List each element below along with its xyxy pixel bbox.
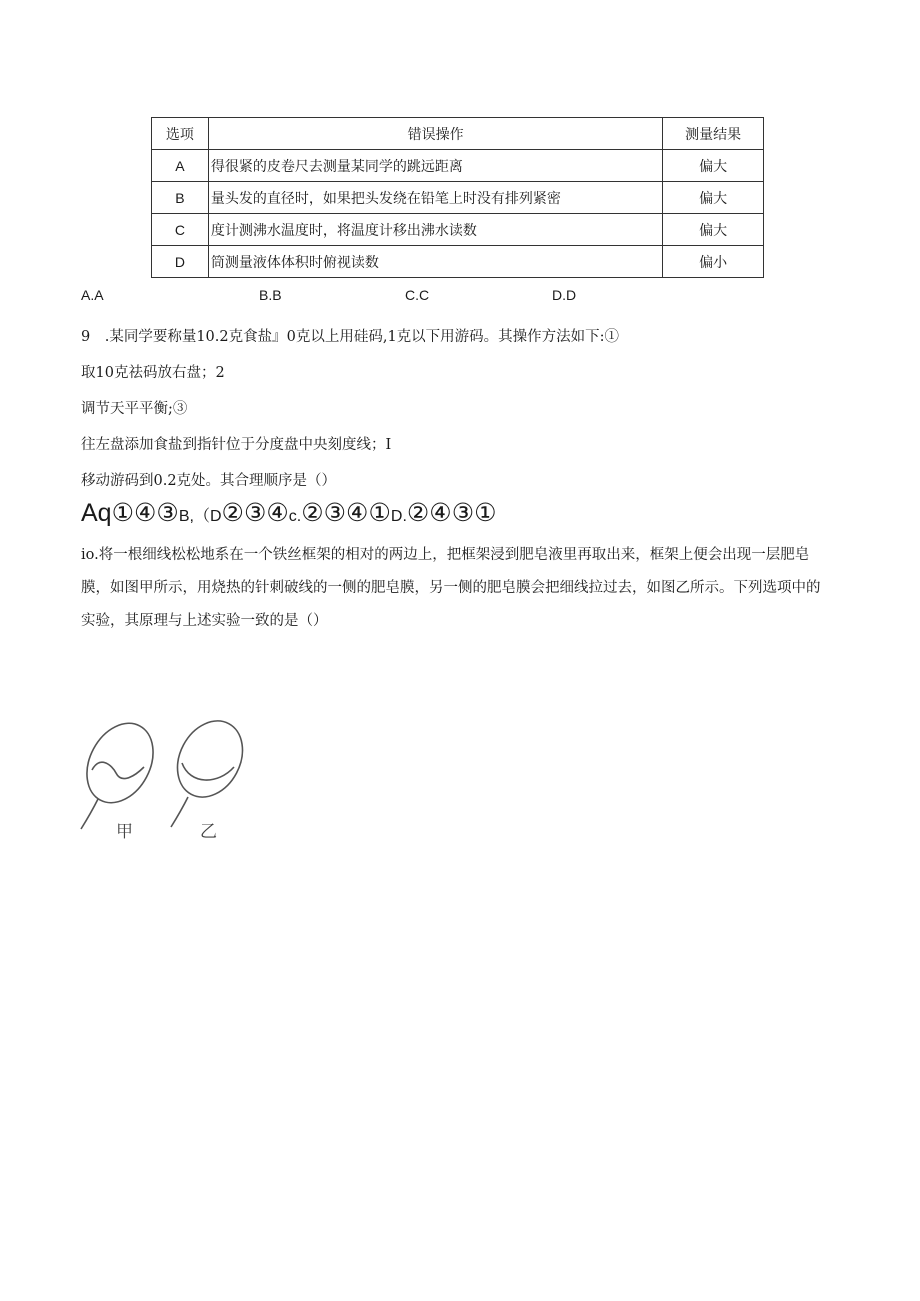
table-row [152,214,764,246]
row-operation: 量头发的直径时，如果把头发绕在铅笔上时没有排列紧密 [208,182,662,214]
row-operation: 得很紧的皮卷尺去测量某同学的跳远距离 [208,150,662,182]
soap-film-figure [78,715,248,845]
row-operation: 度计测沸水温度时，将温度计移出沸水读数 [208,214,662,246]
q9-choices [81,498,497,528]
header-operation: 错误操作 [208,118,662,150]
q8-choice-c[interactable]: C.C [405,287,430,303]
row-result: 偏大 [663,150,764,182]
label-yi: 乙 [200,822,217,842]
q8-choice-d[interactable]: D.D [552,287,577,303]
q9-choice-d[interactable]: ②④③① [406,499,497,527]
row-operation: 筒测量液体体积时俯视读数 [208,246,662,278]
q9-choice-c-prefix[interactable]: c. [288,508,302,525]
q9-choice-b[interactable]: ②③④ [221,499,289,527]
row-option: B [152,182,209,214]
row-option: D [152,246,209,278]
q9-choice-a-prefix[interactable]: Aq [81,499,112,527]
q8-choice-a[interactable]: A.A [81,287,104,303]
q9-choice-c[interactable]: ②③④① [301,499,391,527]
row-result: 偏大 [663,214,764,246]
table-row [152,182,764,214]
q9-line-5: 移动游码到0.2克处。其合理顺序是（） [81,473,337,489]
frame-yi [165,715,248,827]
q9-line-4: 往左盘添加食盐到指针位于分度盘中央刻度线；I [81,437,392,453]
q9-line-2: 取10克祛码放右盘；2 [81,365,225,381]
q9-choice-a[interactable]: ①④③ [111,499,179,527]
header-result: 测量结果 [663,118,764,150]
header-option: 选项 [152,118,209,150]
q9-choice-d-prefix[interactable]: D. [390,508,407,525]
frame-jia [78,715,166,829]
label-jia: 甲 [116,822,133,842]
table-header-row [152,118,764,150]
row-result: 偏大 [663,182,764,214]
q10-text: io.将一根细线松松地系在一个铁丝框架的相对的两边上，把框架浸到肥皂液里再取出来，框架上便会出现一层肥皂膜，如图甲所示，用烧热的针刺破线的一侧的肥皂膜，另一侧的肥皂膜会把细线拉过去，如图乙所示。下列选项中的实验，其原理与上述实验一致的是（） [81,547,821,629]
q9-line-1: 9 .某同学要称量10.2克食盐』0克以上用硅码,1克以下用游码。其操作方法如下:① [81,329,620,345]
q8-choice-b[interactable]: B.B [259,287,282,303]
q8-table [151,117,764,278]
q9-choice-b-prefix[interactable]: B,（D [178,508,222,525]
row-result: 偏小 [663,246,764,278]
table-row [152,150,764,182]
q9-line-3: 调节天平平衡;③ [81,401,188,417]
table-row [152,246,764,278]
row-option: C [152,214,209,246]
row-option: A [152,150,209,182]
